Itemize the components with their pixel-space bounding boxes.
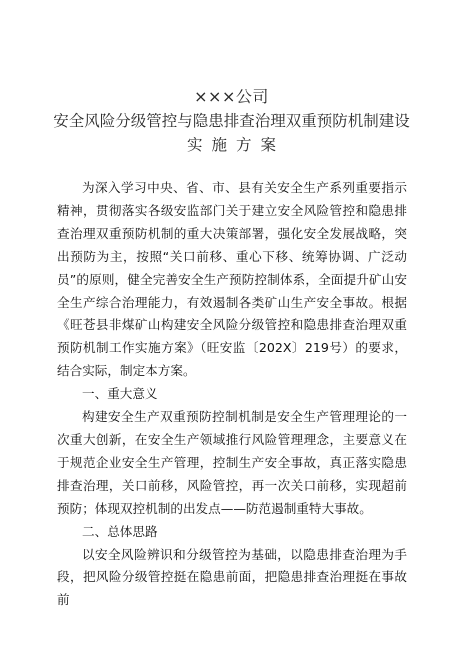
document-body — [57, 177, 407, 612]
significance-paragraph: 构建安全生产双重预防控制机制是安全生产管理理论的一次重大创新，在安全生产领域推行风险管理理念，主要意义在于规范企业安全生产管理，控制生产安全事故，真正落实隐患排查治理，关口前移，风险管控，再一次关口前移，实现超前预防；体现双控机制的出发点——防范遏制重特大事故。 — [57, 409, 407, 516]
document-title: 安全风险分级管控与隐患排查治理双重预防机制建设 — [53, 112, 410, 130]
company-name: ×××公司 — [194, 87, 269, 106]
section-heading-overall-approach: 二、总体思路 — [82, 523, 158, 539]
intro-paragraph: 为深入学习中央、省、市、县有关安全生产系列重要指示精神，贯彻落实各级安监部门关于建立安全风险管控和隐患排查治理双重预防机制的重大决策部署，强化安全发展战略，突出预防为主，按照“关口前移、重心下移、统筹协调、广泛动员”的原则，健全完善安全生产预防控制体系，全面提升矿山安全生产综合治理能力，有效遏制各类矿山生产安全事故。根据《旺苍县非煤矿山构建安全风险分级管控和隐患排查治理双重预防机制工作实施方案》（旺安监〔202X〕219号）的要求，结合实际，制定本方案。 — [57, 180, 407, 379]
overall-approach-paragraph: 以安全风险辨识和分级管控为基础，以隐患排查治理为手段，把风险分级管控挺在隐患前面，把隐患排查治理挺在事故前 — [57, 546, 407, 608]
document-subtitle: 实施方案 — [186, 136, 285, 154]
section-heading-significance: 一、重大意义 — [82, 386, 158, 402]
title-block — [0, 86, 463, 156]
